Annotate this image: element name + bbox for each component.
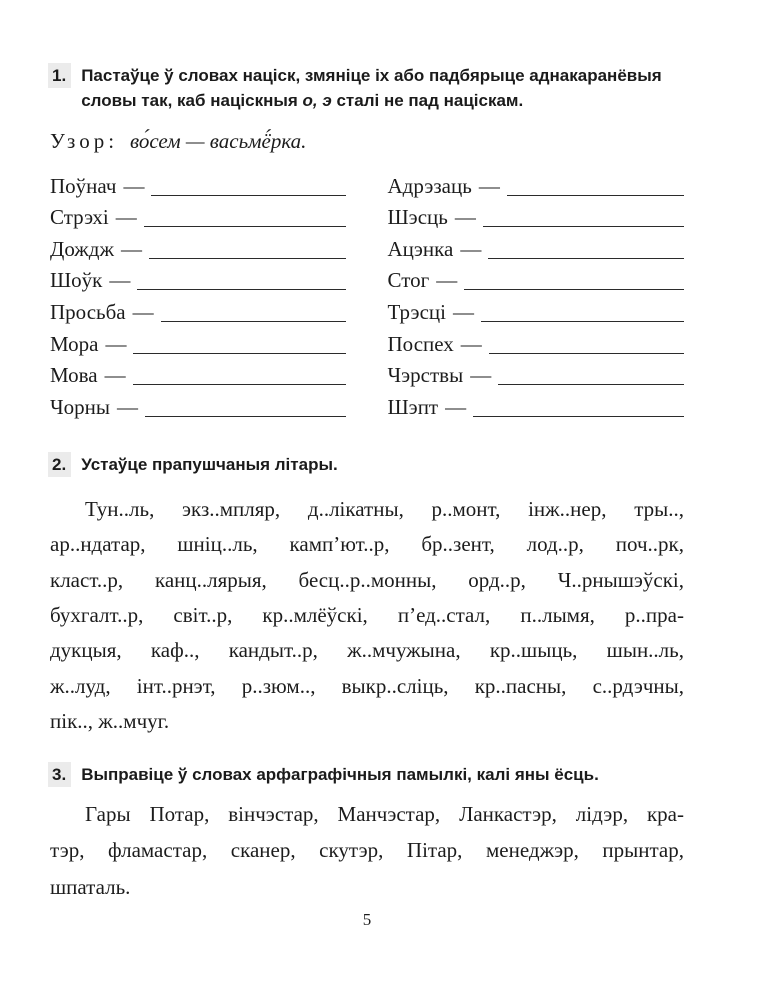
word-blank-row	[50, 201, 346, 233]
text-line: Гары Потар, вінчэстар, Манчэстар, Ланкастэр, лідэр, кра-	[85, 801, 684, 826]
word: Стрэхі	[50, 205, 109, 230]
word-blank-row	[50, 264, 346, 296]
dash: —	[132, 299, 154, 324]
exercise-3-text	[50, 796, 684, 906]
word-blank-row	[388, 232, 685, 264]
word-blank-row	[388, 390, 685, 422]
dash: —	[115, 205, 137, 230]
word-blank-row	[50, 295, 346, 327]
answer-blank	[498, 384, 684, 385]
instruction-line: словы так, каб націскныя о, э сталі не пад націскам.	[81, 91, 524, 110]
dash: —	[452, 299, 474, 324]
answer-blank	[149, 258, 345, 259]
emphasized-letters: о, э	[302, 91, 332, 110]
answer-blank	[481, 321, 684, 322]
word-blank-list	[50, 169, 684, 422]
word: Шэпт	[387, 394, 439, 419]
exercise-3-number-badge: 3.	[48, 762, 71, 787]
exercise-3	[50, 762, 684, 906]
word: Трэсці	[387, 299, 446, 324]
text-line: бухгалт..р, світ..р, кр..млёўскі, п’ед..стал, п..лымя, р..пра-	[50, 602, 684, 627]
dash: —	[123, 173, 145, 198]
answer-blank	[483, 226, 684, 227]
word-column-right	[388, 169, 685, 422]
instruction-line: Пастаўце ў словах націск, змяніце іх або падбярыце аднакаранёвыя	[81, 66, 662, 85]
exercise-2-number-badge: 2.	[48, 452, 71, 477]
dash: —	[454, 205, 476, 230]
text-line: шпаталь.	[50, 874, 131, 899]
word: Дождж	[50, 236, 115, 261]
dash: —	[445, 394, 467, 419]
word-blank-row	[388, 327, 685, 359]
word-blank-row	[388, 264, 685, 296]
exercise-1-number-badge: 1.	[48, 63, 71, 88]
dash: —	[460, 236, 482, 261]
exercise-3-instruction: Выправіце ў словах арфаграфічныя памылкі, калі яны ёсць.	[81, 764, 599, 784]
word: Шоўк	[50, 268, 103, 293]
word: Мова	[50, 363, 98, 388]
word-blank-row	[50, 359, 346, 391]
answer-blank	[489, 353, 684, 354]
sample-label: Узор:	[50, 129, 119, 153]
text-line: пік.., ж..мчуг.	[50, 709, 170, 734]
word-blank-row	[388, 295, 685, 327]
word-column-left	[50, 169, 346, 422]
text-line: Тун..ль, экз..мпляр, д..лікатны, р..монт, інж..нер, тры..,	[85, 496, 684, 521]
answer-blank	[144, 226, 346, 227]
word-blank-row	[50, 232, 346, 264]
answer-blank	[137, 289, 345, 290]
word-blank-row	[50, 327, 346, 359]
exercise-1-instruction	[81, 63, 684, 113]
page-number: 5	[362, 910, 372, 929]
text-line: ж..луд, інт..рнэт, р..зюм.., выкр..сліць, кр..пасны, с..рдэчны,	[50, 673, 684, 698]
word: Чорны	[50, 394, 110, 419]
word-blank-row	[50, 390, 346, 422]
text-line: класт..р, канц..лярыя, бесц..р..монны, орд..р, Ч..рнышэўскі,	[50, 567, 684, 592]
dash: —	[436, 268, 458, 293]
sample-line	[50, 126, 684, 156]
exercise-2	[50, 452, 684, 740]
exercise-2-header	[50, 452, 684, 477]
word: Поспех	[387, 331, 454, 356]
answer-blank	[473, 416, 684, 417]
dash: —	[478, 173, 500, 198]
answer-blank	[488, 258, 684, 259]
word-blank-row	[388, 359, 685, 391]
answer-blank	[464, 289, 684, 290]
text-line: дукцыя, каф.., кандыт..р, ж..мчужына, кр..шыць, шын..ль,	[50, 638, 684, 663]
answer-blank	[133, 384, 346, 385]
dash: —	[104, 363, 126, 388]
exercise-1-header	[50, 63, 684, 113]
answer-blank	[151, 195, 345, 196]
exercise-1	[50, 63, 684, 422]
exercise-2-instruction: Устаўце прапушчаныя літары.	[81, 454, 338, 474]
word-blank-row	[50, 169, 346, 201]
word: Ацэнка	[387, 236, 454, 261]
dash: —	[109, 268, 131, 293]
word: Поўнач	[50, 173, 117, 198]
exercise-3-header	[50, 762, 684, 787]
dash: —	[470, 363, 492, 388]
text-line: ар..ндатар, шніц..ль, камп’ют..р, бр..зент, лод..р, поч..рк,	[50, 532, 684, 557]
word-blank-row	[388, 169, 685, 201]
text-line: тэр, фламастар, сканер, скутэр, Пітар, менеджэр, прынтар,	[50, 838, 684, 863]
exercise-2-text	[50, 492, 684, 740]
word: Шэсць	[387, 205, 448, 230]
answer-blank	[507, 195, 684, 196]
dash: —	[117, 394, 138, 419]
answer-blank	[133, 353, 345, 354]
word: Адрэзаць	[387, 173, 472, 198]
word: Просьба	[50, 299, 126, 324]
answer-blank	[145, 416, 346, 417]
answer-blank	[161, 321, 346, 322]
dash: —	[460, 331, 482, 356]
word: Чэрствы	[387, 363, 464, 388]
sample-text: во́сем — васьмё́рка.	[130, 129, 307, 153]
dash: —	[105, 331, 127, 356]
dash: —	[121, 236, 143, 261]
word: Стог	[387, 268, 430, 293]
word-blank-row	[388, 201, 685, 233]
word: Мора	[50, 331, 99, 356]
